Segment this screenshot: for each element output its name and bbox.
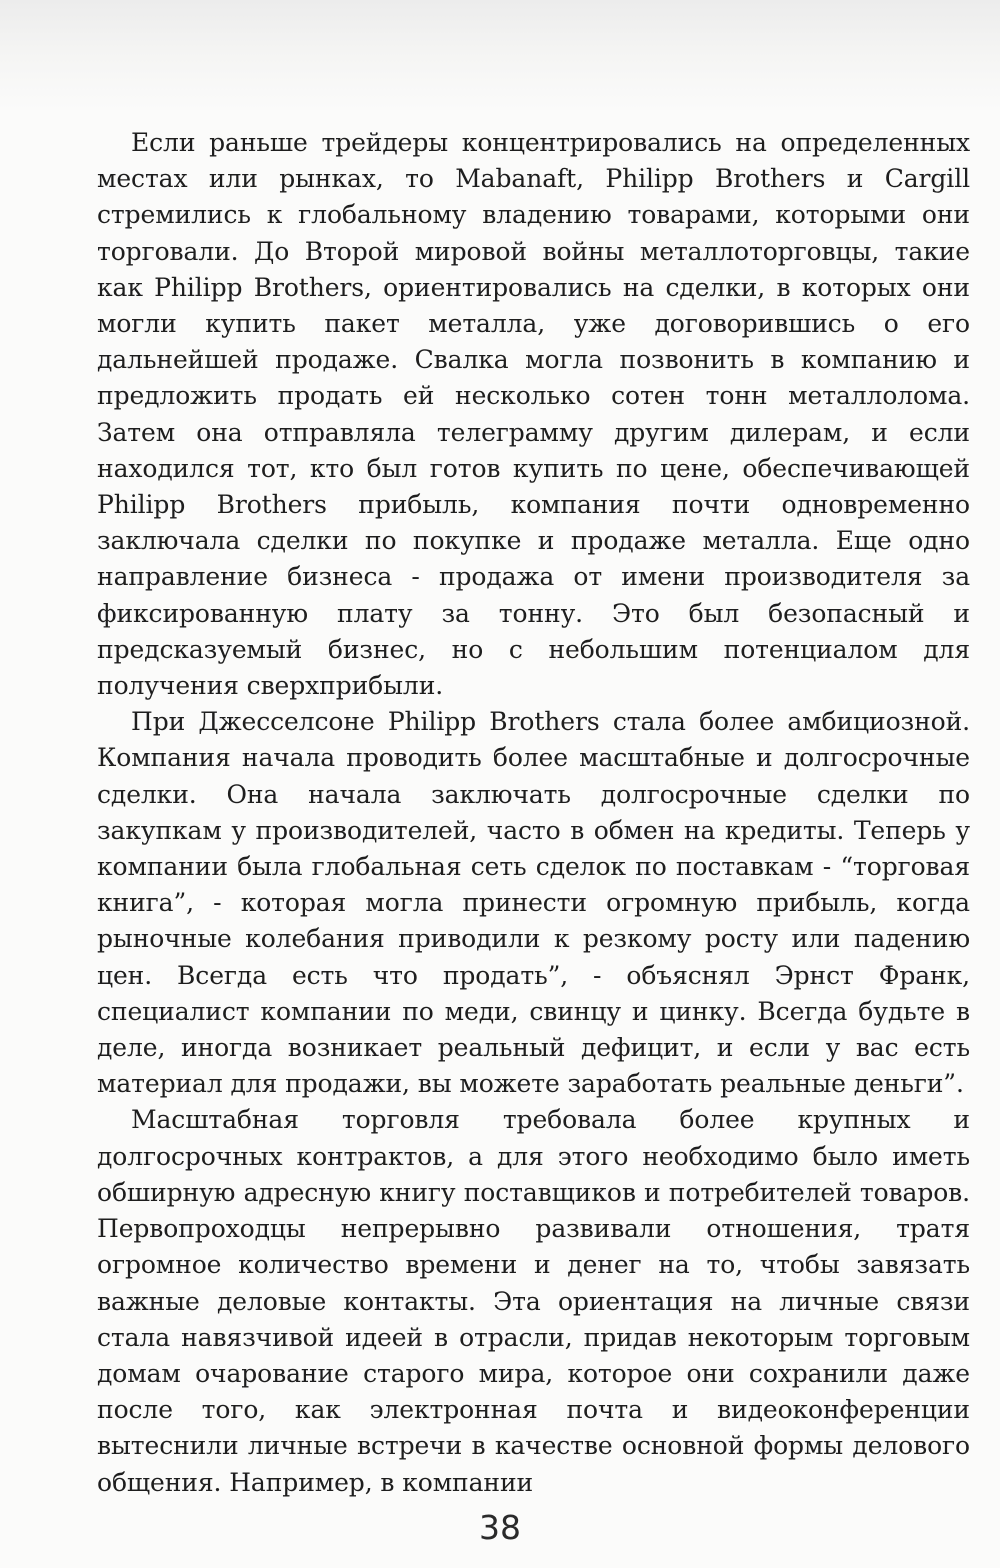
- paragraph-2: При Джесселсоне Philipp Brothers стала более амбициозной. Компания начала проводить более масштабные и долгосрочные сделки. Она начала заключать долгосрочные сделки по закупкам у производителей, часто в обмен на кредиты. Теперь у компании была глобальная сеть сделок по поставкам - “торговая книга”, - которая могла принести огромную прибыль, когда рыночные колебания приводили к резкому росту или падению цен. Всегда есть что продать”, - объяснял Эрнст Франк, специалист компании по меди, свинцу и цинку. Всегда будьте в деле, иногда возникает реальный дефицит, и если у вас есть материал для продажи, вы можете заработать реальные деньги”.: [97, 707, 970, 1099]
- paragraph-3: Масштабная торговля требовала более крупных и долгосрочных контрактов, а для этого необходимо было иметь обширную адресную книгу поставщиков и потребителей товаров. Первопроходцы непрерывно развивали отношения, тратя огромное количество времени и денег на то, чтобы завязать важные деловые контакты. Эта ориентация на личные связи стала навязчивой идеей в отрасли, придав некоторым торговым домам очарование старого мира, которое они сохранили даже после того, как электронная почта и видеоконференции вытеснили личные встречи в качестве основной формы делового общения. Например, в компании: [97, 1105, 970, 1497]
- paragraph-1: Если раньше трейдеры концентрировались на определенных местах или рынках, то Mabanaft, Philipp Brothers и Cargill стремились к глобальному владению товарами, которыми они торговали. До Второй мировой войны металлоторговцы, такие как Philipp Brothers, ориентировались на сделки, в которых они могли купить пакет металла, уже договорившись о его дальнейшей продаже. Свалка могла позвонить в компанию и предложить продать ей несколько сотен тонн металлолома. Затем она отправляла телеграмму другим дилерам, и если находился тот, кто был готов купить по цене, обеспечивающей Philipp Brothers прибыль, компания почти одновременно заключала сделки по покупке и продаже металла. Еще одно направление бизнеса - продажа от имени производителя за фиксированную плату за тонну. Это был безопасный и предсказуемый бизнес, но с небольшим потенциалом для получения сверхприбыли.: [97, 128, 970, 701]
- page-top-shadow: [0, 0, 1000, 110]
- page-number: 38: [479, 1508, 521, 1547]
- body-text: [97, 125, 970, 1501]
